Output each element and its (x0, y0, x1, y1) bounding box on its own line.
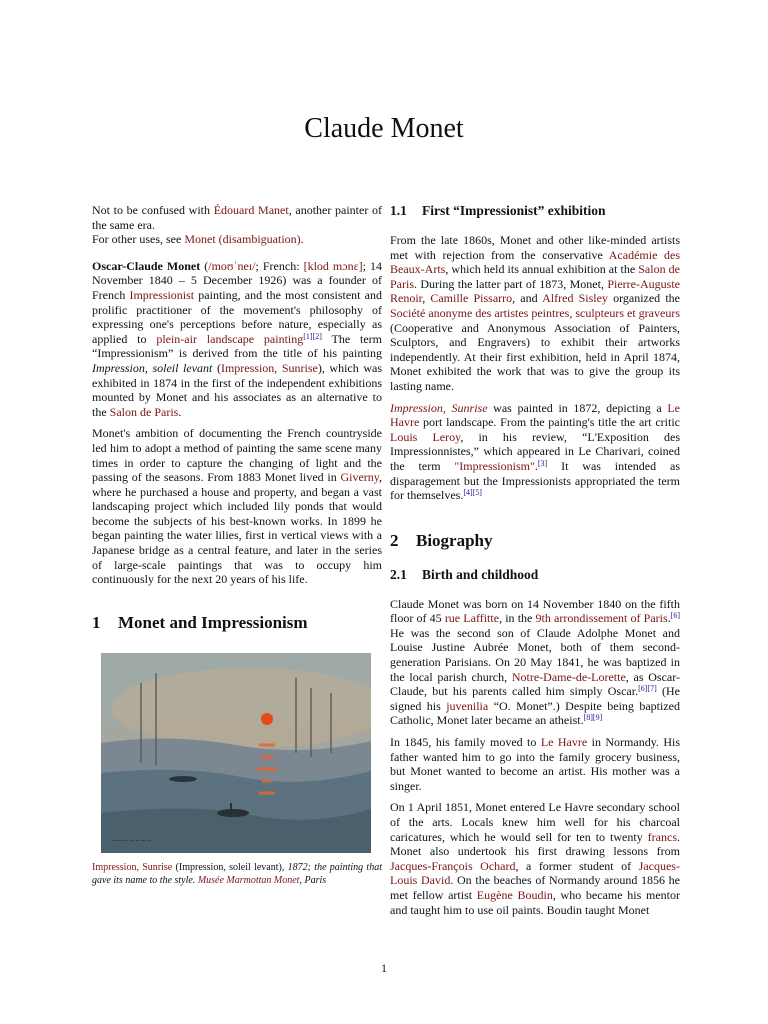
link-impressionist[interactable]: Impressionist (129, 287, 195, 302)
ref-4-5[interactable]: [4][5] (463, 488, 482, 498)
heading-first-impressionist-exhibition: 1.1 First “Impressionist” exhibition (390, 203, 606, 218)
link-ochard[interactable]: Jacques-François Ochard (390, 858, 516, 873)
ref-3[interactable]: [3] (537, 458, 548, 468)
page-number: 1 (381, 961, 387, 975)
left-column (92, 203, 382, 887)
heading-monet-and-impressionism: 1 Monet and Impressionism (92, 612, 308, 632)
page-title: Claude Monet (304, 113, 464, 144)
link-9th-arrondissement[interactable]: 9th arrondissement of Paris (535, 611, 668, 626)
link-salon-de-paris-2[interactable]: Salon de Paris (390, 262, 680, 291)
hatnote-line-1: Not to be confused with Édouard Manet, another painter of the same era. (92, 203, 383, 232)
heading-birth-and-childhood: 2.1 Birth and childhood (390, 566, 539, 582)
link-edouard-manet[interactable]: Édouard Manet (213, 203, 289, 217)
link-jacques-louis-david[interactable]: Jacques-Louis David (390, 858, 680, 888)
exhibition-paragraph-1: From the late 1860s, Monet and other like-minded artists met with rejection from the conservative Académie des Beaux-Arts, which held its annual exhibition at the Salon de Paris. During the latter part of 1873, Monet, Pierre-Auguste Renoir, Camille Pissarro, and Alfred Sisley organized the Société anonyme des artistes peintres, sculpteurs et graveurs (Cooperative and Anonymous Association of Painters, Sculptors, and Engravers) to exhibit their artworks independently. At their first exhibition, held in April 1874, Monet exhibited the work that was to give the group its lasting name. (390, 233, 680, 393)
biography-paragraph-3: On 1 April 1851, Monet entered Le Havre secondary school of the arts. Locals knew him well for his charcoal caricatures, which he would sell for ten to twenty francs. Monet also undertook his first drawing lessons from Jacques-François Ochard, a former student of Jacques-Louis David. On the beaches of Normandy around 1856 he met fellow artist Eugène Boudin, who became his mentor and taught him to use oil paints. Boudin taught Monet (390, 800, 680, 917)
link-plein-air[interactable]: plein-air landscape painting (156, 331, 304, 346)
link-musee-marmottan[interactable]: Musée Marmottan Monet (197, 874, 300, 886)
link-renoir[interactable]: Pierre-Auguste Renoir (390, 276, 680, 306)
hatnote-line-2: For other uses, see Monet (disambiguation). (92, 232, 304, 247)
ref-1-2[interactable]: [1][2] (303, 331, 322, 341)
link-societe-anonyme[interactable]: Société anonyme des artistes peintres, sculpteurs et graveurs (390, 305, 680, 320)
link-francs[interactable]: francs (647, 829, 677, 844)
hatnote (92, 203, 382, 247)
link-louis-leroy[interactable]: Louis Leroy (390, 429, 461, 444)
ref-8-9[interactable]: [8][9] (583, 713, 603, 723)
link-le-havre-2[interactable]: Le Havre (540, 735, 588, 750)
link-academie-beaux-arts[interactable]: Académie des Beaux-Arts (390, 247, 680, 277)
link-le-havre[interactable]: Le Havre (390, 400, 680, 430)
link-ipa-french[interactable]: [klod mɔnɛ] (303, 258, 363, 273)
link-eugene-boudin[interactable]: Eugène Boudin (476, 887, 553, 902)
biography-paragraph-1: Claude Monet was born on 14 November 1840 on the fifth floor of 45 rue Laffitte, in the 9th arrondissement of Paris.[6] He was the second son of Claude Adolphe Monet and Louise Justine Aubrée Monet, both of them second-generation Parisians. On 20 May 1841, he was baptized in the local parish church, Notre-Dame-de-Lorette, as Oscar-Claude, but his parents called him simply Oscar.[6][7] (He signed his juvenilia “O. Monet”.) Despite being baptized Catholic, Monet later became an atheist.[8][9] (390, 596, 681, 728)
impression-sunrise-image (101, 653, 371, 853)
right-column (390, 203, 680, 924)
link-sisley[interactable]: Alfred Sisley (542, 291, 608, 306)
ref-6[interactable]: [6] (670, 611, 680, 621)
link-caption-impression-sunrise[interactable]: Impression, Sunrise (92, 861, 173, 873)
subject-name: Oscar-Claude Monet (92, 258, 201, 273)
biography-paragraph-2: In 1845, his family moved to Le Havre in Normandy. His father wanted him to go into the family grocery business, but Monet wanted to become an artist. His mother was a singer. (390, 735, 680, 793)
link-rue-laffitte[interactable]: rue Laffitte (444, 611, 500, 626)
link-notre-dame-de-lorette[interactable]: Notre-Dame-de-Lorette (511, 669, 626, 684)
heading-biography: 2 Biography (390, 530, 493, 550)
link-impression-sunrise[interactable]: Impression, Sunrise (220, 360, 318, 375)
image-caption: Impression, Sunrise (Impression, soleil levant), 1872; the painting that gave its name to the style. Musée Marmottan Monet, Paris (92, 861, 382, 886)
link-impressionism[interactable]: "Impressionism" (454, 458, 535, 473)
intro-paragraph-1: Oscar-Claude Monet (/moʊˈneɪ/; French: [klod mɔnɛ]; 14 November 1840 – 5 December 1926) was a founder of French Impressionist painting, and the most consistent and prolific practitioner of the movement's philosophy of expressing one's perceptions before nature, especially as applied to plein-air landscape painting[1][2] The term “Impressionism” is derived from the title of his painting Impression, soleil levant (Impression, Sunrise), which was exhibited in 1874 in the first of the independent exhibitions mounted by Monet and his associates as an alternative to the Salon de Paris. (92, 258, 383, 419)
link-impression-sunrise-2[interactable]: Impression, Sunrise (390, 400, 488, 415)
link-juvenilia[interactable]: juvenilia (446, 698, 489, 713)
link-giverny[interactable]: Giverny (340, 470, 379, 485)
painting-graphic (101, 653, 371, 853)
exhibition-paragraph-2: Impression, Sunrise was painted in 1872, depicting a Le Havre port landscape. From the painting's title the art critic Louis Leroy, in his review, “L'Exposition des Impressionnistes,” which appeared in Le Charivari, coined the term "Impressionism".[3] It was intended as disparagement but the Impressionists appropriated the term for themselves.[4][5] (390, 400, 681, 503)
ref-6-7[interactable]: [6][7] (638, 684, 657, 694)
link-pissarro[interactable]: Camille Pissarro (430, 291, 513, 306)
link-monet-disambiguation[interactable]: Monet (disambiguation) (184, 232, 301, 247)
link-salon-de-paris[interactable]: Salon de Paris (109, 404, 179, 419)
svg-text:~~~~~~~: ~~~~~~~ (111, 836, 153, 845)
intro-paragraph-2: Monet's ambition of documenting the French countryside led him to adopt a method of painting the same scene many times in order to capture the changing of light and the passing of the seasons. From 1883 Monet lived in Giverny, where he purchased a house and property, and began a vast landscaping project which included lily ponds that would become the subjects of his best-known works. In 1899 he began painting the water lilies, first in vertical views with a Japanese bridge as a central feature, and later in the series of large-scale paintings that was to occupy him continuously for the next 20 years of his life. (92, 426, 382, 587)
link-ipa-english[interactable]: /moʊˈneɪ/ (208, 258, 256, 273)
